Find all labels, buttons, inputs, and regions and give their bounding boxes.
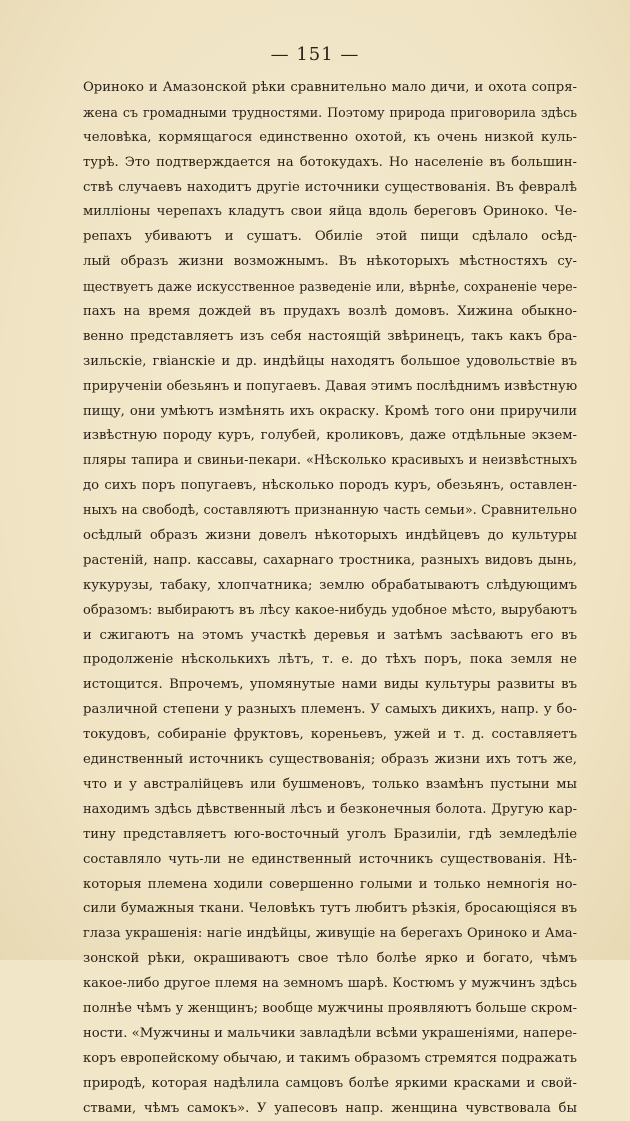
text-line: прирученіи обезьянъ и попугаевъ. Давая этимъ послѣднимъ извѣстную [83, 378, 577, 394]
text-line: какое-либо другое племя на земномъ шарѣ. Костюмъ у мужчинъ здѣсь [83, 976, 577, 992]
text-line: пищу, они умѣютъ измѣнять ихъ окраску. Кромѣ того они приручили [83, 403, 577, 419]
text-line: кукурузы, табаку, хлопчатника; землю обрабатываютъ слѣдующимъ [83, 577, 577, 593]
text-line: ности. «Мужчины и мальчики завладѣли всѣми украшеніями, напере- [83, 1025, 577, 1041]
text-line: извѣстную породу куръ, голубей, кроликовъ, даже отдѣльные экзем- [83, 428, 577, 444]
text-line: жена съ громадными трудностями. Поэтому природа приговорила здѣсь [83, 104, 577, 120]
text-line: что и у австралійцевъ или бушменовъ, только взамѣнъ пустыни мы [83, 776, 577, 792]
page-number: — 151 — [270, 44, 360, 65]
body-text [83, 76, 577, 1121]
text-line: венно представляетъ изъ себя настоящій звѣринецъ, такъ какъ бра- [83, 328, 577, 344]
text-line: до сихъ поръ попугаевъ, нѣсколько породъ куръ, обезьянъ, оставлен- [83, 478, 577, 494]
text-line: образомъ: выбираютъ въ лѣсу какое-нибудь удобное мѣсто, вырубаютъ [83, 602, 577, 618]
text-line: ствами, чѣмъ самокъ». У уапесовъ напр. женщина чувствовала бы [83, 1100, 577, 1116]
text-line: составляло чуть-ли не единственный источникъ существованія. Нѣ- [83, 851, 577, 867]
text-line: пляры тапира и свиньи-пекари. «Нѣсколько красивыхъ и неизвѣстныхъ [83, 453, 577, 469]
text-line: лый образъ жизни возможнымъ. Въ нѣкоторыхъ мѣстностяхъ су- [83, 254, 577, 270]
text-line: природѣ, которая надѣлила самцовъ болѣе яркими красками и свой- [83, 1075, 577, 1091]
text-line: глаза украшенія: нагіе индѣйцы, живущіе на берегахъ Ориноко и Ама- [83, 926, 577, 942]
text-line: ществуетъ даже искусственное разведеніе или, вѣрнѣе, сохраненіе чере- [83, 279, 577, 295]
text-line: которыя племена ходили совершенно голыми и только немногія но- [83, 876, 577, 892]
text-line: зильскіе, гвіанскіе и др. индѣйцы находятъ большое удовольствіе въ [83, 353, 577, 369]
text-line: и сжигаютъ на этомъ участкѣ деревья и затѣмъ засѣваютъ его въ [83, 627, 577, 643]
text-line: тину представляетъ юго-восточный уголъ Бразиліи, гдѣ земледѣліе [83, 826, 577, 842]
text-line: милліоны черепахъ кладутъ свои яйца вдоль береговъ Ориноко. Че- [83, 204, 577, 220]
text-line: коръ европейскому обычаю, и такимъ образомъ стремятся подражать [83, 1050, 577, 1066]
text-line: продолженіе нѣсколькихъ лѣтъ, т. е. до тѣхъ поръ, пока земля не [83, 652, 577, 668]
text-line: истощится. Впрочемъ, упомянутые нами виды культуры развиты въ [83, 677, 577, 693]
text-line: единственный источникъ существованія; образъ жизни ихъ тотъ же, [83, 752, 577, 768]
text-line: человѣка, кормящагося единственно охотой, къ очень низкой куль- [83, 129, 577, 145]
text-line: токудовъ, собираніе фруктовъ, кореньевъ, ужей и т. д. составляетъ [83, 727, 577, 743]
text-line: осѣдлый образъ жизни довелъ нѣкоторыхъ индѣйцевъ до культуры [83, 528, 577, 544]
text-line: находимъ здѣсь дѣвственный лѣсъ и безконечныя болота. Другую кар- [83, 801, 577, 817]
text-line: репахъ убиваютъ и сушатъ. Обиліе этой пищи сдѣлало осѣд- [83, 229, 577, 245]
text-line: ныхъ на свободѣ, составляютъ признанную часть семьи». Сравнительно [83, 503, 577, 519]
text-line: различной степени у разныхъ племенъ. У самыхъ дикихъ, напр. у бо- [83, 702, 577, 718]
text-line: Ориноко и Амазонской рѣки сравнительно мало дичи, и охота сопря- [83, 80, 577, 95]
text-line: полнѣе чѣмъ у женщинъ; вообще мужчины проявляютъ больше скром- [83, 1000, 577, 1016]
text-line: турѣ. Это подтверждается на ботокудахъ. Но населеніе въ большин- [83, 154, 577, 170]
text-line: ствѣ случаевъ находитъ другіе источники существованія. Въ февралѣ [83, 179, 577, 195]
text-line: растеній, напр. кассавы, сахарнаго тростника, разныхъ видовъ дынь, [83, 552, 577, 568]
text-line: зонской рѣки, окрашиваютъ свое тѣло болѣе ярко и богато, чѣмъ [83, 951, 577, 967]
text-line: сили бумажныя ткани. Человѣкъ тутъ любитъ рѣзкія, бросающіяся въ [83, 901, 577, 917]
text-line: пахъ на время дождей въ прудахъ возлѣ домовъ. Хижина обыкно- [83, 304, 577, 320]
